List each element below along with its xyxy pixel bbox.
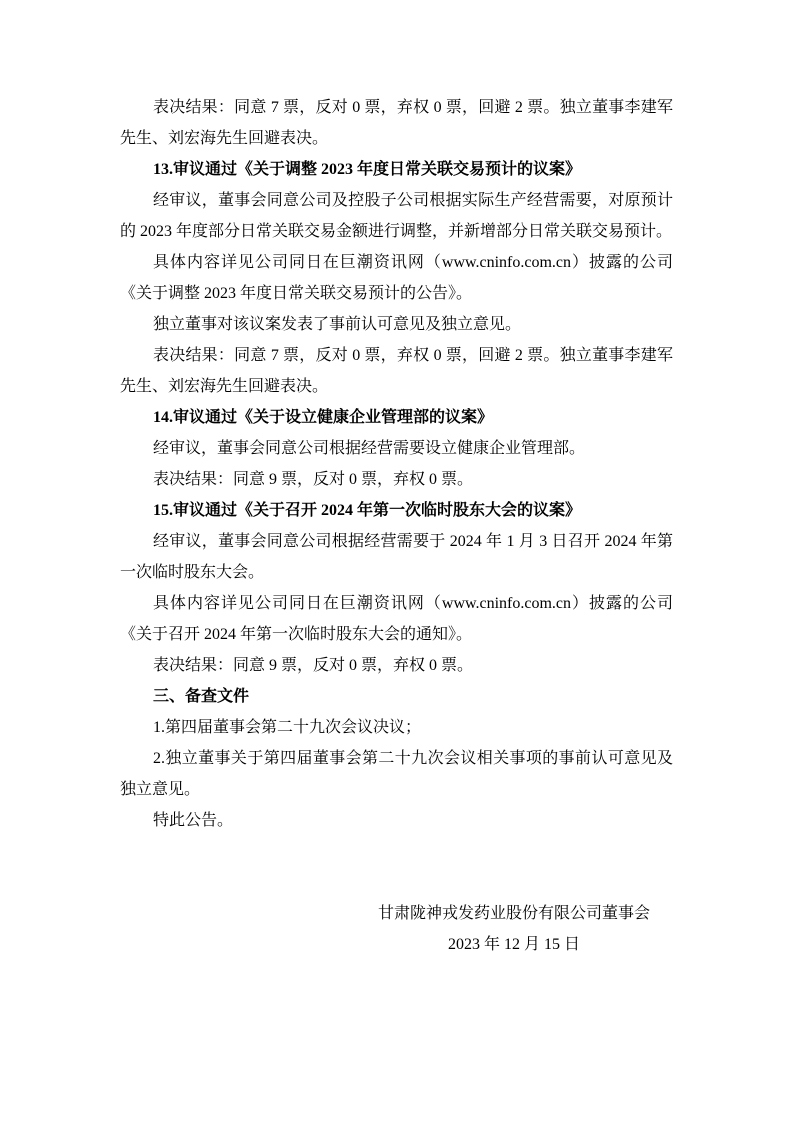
paragraph-item-13-independent-opinion: 独立董事对该议案发表了事前认可意见及独立意见。	[153, 316, 522, 333]
paragraph-item-13-disclosure: 具体内容详见公司同日在巨潮资讯网（www.cninfo.com.cn）披露的公司《关于调整 2023 年度日常关联交易预计的公告》。	[120, 254, 673, 302]
paragraph-item-15-resolution: 经审议，董事会同意公司根据经营需要于 2024 年 1 月 3 日召开 2024 年第一次临时股东大会。	[120, 533, 673, 581]
signature-date: 2023 年 12 月 15 日	[447, 936, 580, 953]
paragraph-item-15-disclosure: 具体内容详见公司同日在巨潮资讯网（www.cninfo.com.cn）披露的公司《关于召开 2024 年第一次临时股东大会的通知》。	[120, 595, 673, 643]
document-body	[120, 92, 673, 960]
signature-block	[120, 898, 673, 960]
paragraph-item-15-vote-result: 表决结果：同意 9 票，反对 0 票，弃权 0 票。	[153, 657, 474, 674]
heading-item-15: 15.审议通过《关于召开 2024 年第一次临时股东大会的议案》	[153, 502, 582, 519]
signature-inner	[378, 898, 650, 960]
paragraph-item-13-resolution: 经审议，董事会同意公司及控股子公司根据实际生产经营需要，对原预计的 2023 年度部分日常关联交易金额进行调整，并新增部分日常关联交易预计。	[120, 192, 673, 240]
heading-section-documents: 三、备查文件	[153, 688, 250, 705]
paragraph-closing: 特此公告。	[153, 812, 234, 829]
paragraph-reference-doc-2: 2.独立董事关于第四届董事会第二十九次会议相关事项的事前认可意见及独立意见。	[120, 750, 673, 798]
paragraph-reference-doc-1: 1.第四届董事会第二十九次会议决议；	[153, 719, 422, 736]
heading-item-13: 13.审议通过《关于调整 2023 年度日常关联交易预计的议案》	[153, 161, 582, 178]
signature-company: 甘肃陇神戎发药业股份有限公司董事会	[377, 905, 650, 922]
heading-item-14: 14.审议通过《关于设立健康企业管理部的议案》	[153, 409, 494, 426]
paragraph-item-14-vote-result: 表决结果：同意 9 票，反对 0 票，弃权 0 票。	[153, 471, 474, 488]
paragraph-item-14-resolution: 经审议，董事会同意公司根据经营需要设立健康企业管理部。	[153, 440, 586, 457]
paragraph-vote-result-prev-item: 表决结果：同意 7 票，反对 0 票，弃权 0 票，回避 2 票。独立董事李建军先生、刘宏海先生回避表决。	[120, 99, 673, 147]
paragraph-item-13-vote-result: 表决结果：同意 7 票，反对 0 票，弃权 0 票，回避 2 票。独立董事李建军先生、刘宏海先生回避表决。	[120, 347, 673, 395]
